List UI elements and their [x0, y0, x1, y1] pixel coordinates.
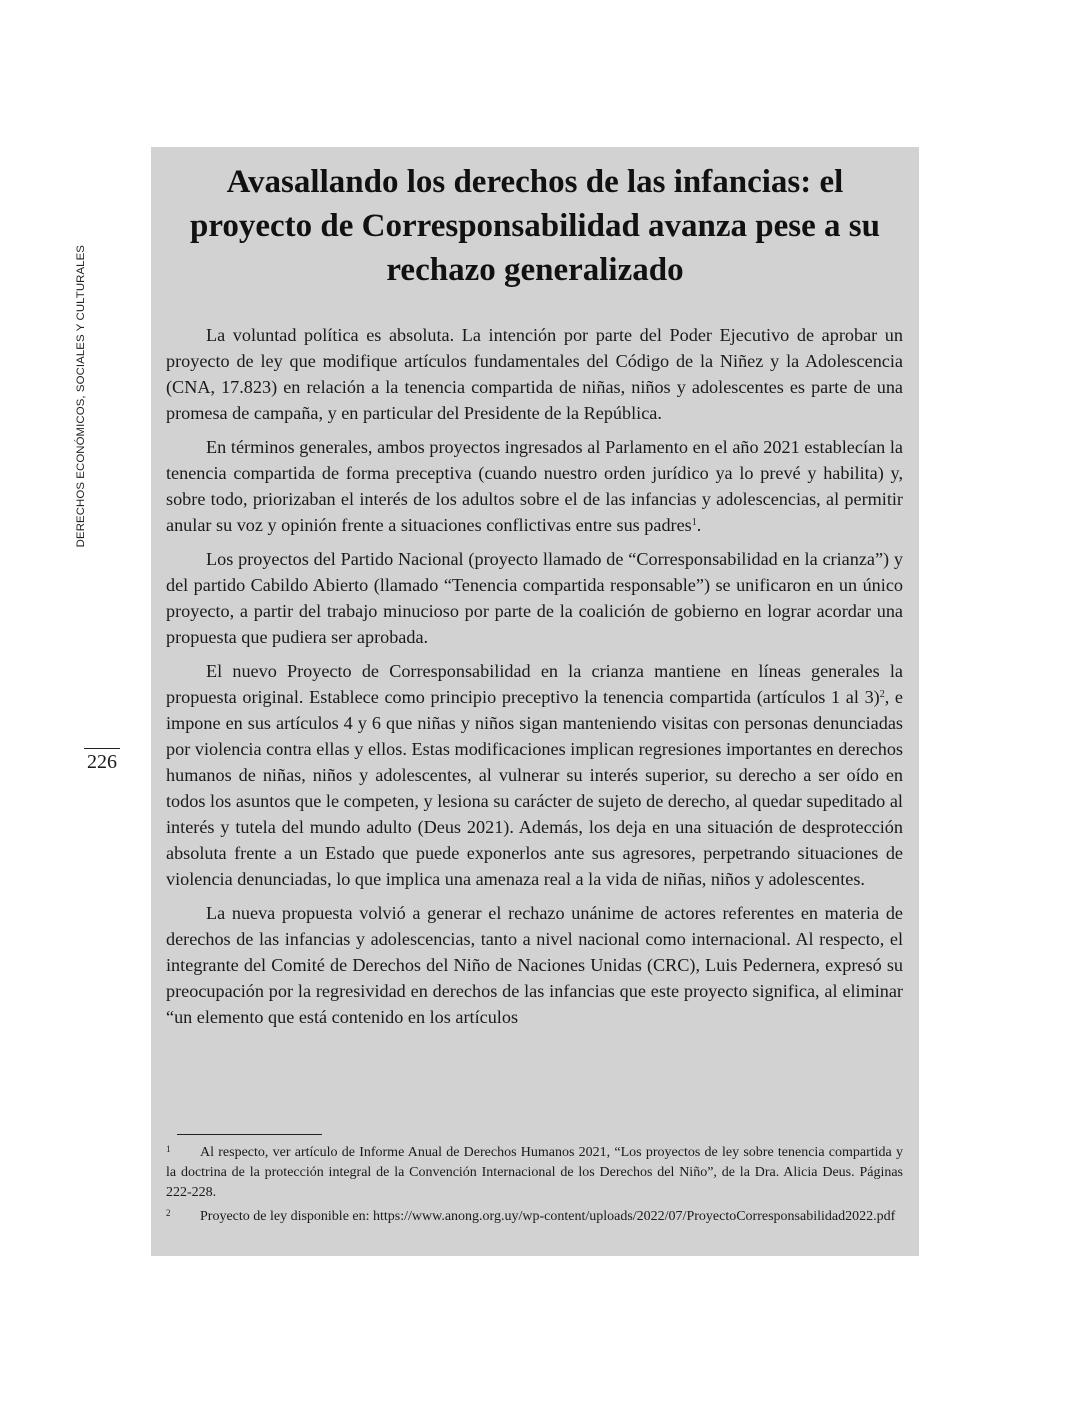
footnote-ref[interactable]: 2	[879, 689, 885, 700]
paragraph: En términos generales, ambos proyectos ingresados al Parlamento en el año 2021 establecían la tenencia compartida de forma preceptiva (cuando nuestro orden jurídico ya lo prevé y habilita) y, sobre todo, priorizaban el interés de los adultos sobre el de las infancias y adolescencias, al permitir anular su voz y opinión frente a situaciones conflictivas entre sus padres$^1$.	[166, 437, 903, 535]
article-title: Avasallando los derechos de las infancias: el proyecto de Corresponsabilidad avanza pese a su rechazo generalizado	[189, 164, 880, 288]
paragraph: La voluntad política es absoluta. La intención por parte del Poder Ejecutivo de aprobar un proyecto de ley que modifique artículos fundamentales del Código de la Niñez y la Adolescencia (CNA, 17.823) en relación a la tenencia compartida de niñas, niños y adolescentes es parte de una promesa de campaña, y en particular del Presidente de la República.	[166, 325, 903, 423]
footnote	[166, 1203, 903, 1227]
footnote-number: 2	[166, 1208, 171, 1218]
footnote-link[interactable]: Proyecto de ley disponible en: https://www.anong.org.uy/wp-content/uploads/2022/07/ProyectoCorresponsabilidad2022.pdf	[200, 1209, 896, 1224]
footnote: 1 Al respecto, ver artículo de Informe Anual de Derechos Humanos 2021, “Los proyectos de ley sobre tenencia compartida y la doctrina de la protección integral de la Convención Internacional de los Derechos del Niño”, de la Dra. Alicia Deus. Páginas 222-228.	[166, 1139, 903, 1203]
footnote-number: 1	[166, 1144, 171, 1154]
running-header: DERECHOS ECONÓMICOS, SOCIALES Y CULTURALES	[75, 245, 87, 548]
footnotes	[166, 1139, 903, 1227]
paragraph: La nueva propuesta volvió a generar el rechazo unánime de actores referentes en materia de derechos de las infancias y adolescencias, tanto a nivel nacional como internacional. Al respecto, el integrante del Comité de Derechos del Niño de Naciones Unidas (CRC), Luis Pedernera, expresó su preocupación por la regresividad en derechos de las infancias que este proyecto significa, al eliminar “un elemento que está contenido en los artículos	[166, 903, 903, 1027]
paragraph: El nuevo Proyecto de Corresponsabilidad en la crianza mantiene en líneas generales la propuesta original. Establece como principio preceptivo la tenencia compartida (artículos 1 al 3)$^2$, e impone en sus artículos 4 y 6 que niñas y niños sigan manteniendo visitas con personas denunciadas por violencia contra ellas y ellos. Estas modificaciones implican regresiones importantes en derechos humanos de niñas, niños y adolescentes, al vulnerar su interés superior, su derecho a ser oído en todos los asuntos que le competen, y lesiona su carácter de sujeto de derecho, al quedar supeditado al interés y tutela del mundo adulto (Deus 2021). Además, los deja en una situación de desprotección absoluta frente a un Estado que puede exponerlos ante sus agresores, perpetrando situaciones de violencia denunciadas, lo que implica una amenaza real a la vida de niñas, niños y adolescentes.	[166, 661, 903, 889]
page-number-rule	[84, 748, 120, 749]
page-number: 226	[87, 751, 117, 773]
article-body	[166, 322, 903, 1038]
paragraph: Los proyectos del Partido Nacional (proyecto llamado de “Corresponsabilidad en la crianza”) y del partido Cabildo Abierto (llamado “Tenencia compartida responsable”) se unificaron en un único proyecto, a partir del trabajo minucioso por parte de la coalición de gobierno en lograr acordar una propuesta que pudiera ser aprobada.	[166, 549, 903, 647]
footnote-ref[interactable]: 1	[691, 517, 697, 528]
footnote-separator	[177, 1134, 322, 1135]
